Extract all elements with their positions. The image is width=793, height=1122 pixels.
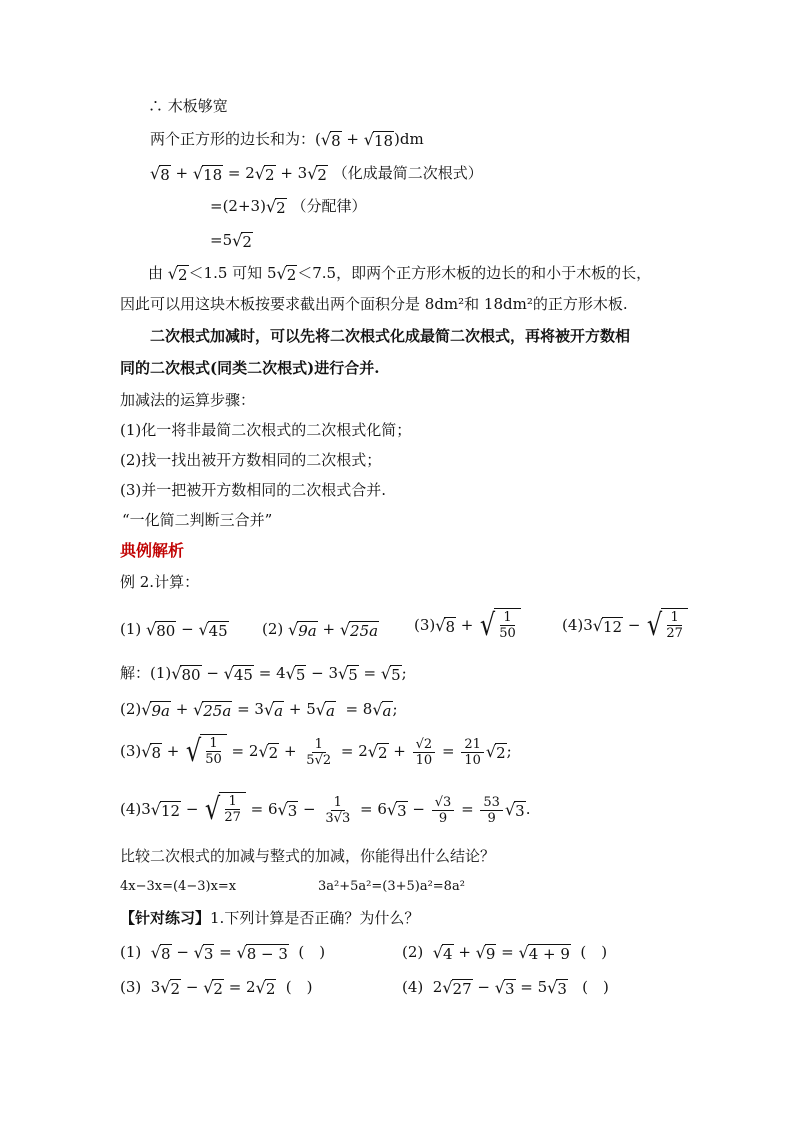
step-1: (1)化一将非最简二次根式的二次根式化简； <box>120 421 412 439</box>
practice-2: (2) √ 4 + √ 9 = √ 4 + 9 ( ) <box>402 941 612 963</box>
step-3: (3)并一把被开方数相同的二次根式合并. <box>120 481 387 499</box>
question-1: (1) √ 80 − √ 45 <box>120 619 228 640</box>
practice-1: (1) √ 8 − √ 3 = √ 8 − 3 ( ) <box>120 941 330 963</box>
answer-blank-2[interactable]: ( ) <box>580 943 608 961</box>
compare-line-1: 由 √ 2 ＜1.5 可知 5 √ 2 ＜7.5，即两个正方形木板的边长的和小于木板的长， <box>148 263 652 284</box>
compare-line-2: 因此可以用这块木板按要求截出两个面积分是 8dm²和 18dm²的正方形木板. <box>120 295 628 313</box>
equation-line-2: =(2+3) √ 2 （分配律） <box>210 196 367 217</box>
question-4: (4)3 √ 12 − √ $\frac{1}{27}$ <box>562 608 688 644</box>
note-simplest: （化成最简二次根式） <box>332 164 483 182</box>
rule-line-1: 二次根式加减时，可以先将二次根式化成最简二次根式，再将被开方数相 <box>150 327 631 345</box>
solution-1: 解：(1) √ 80 − √ 45 = 4 √ 5 − 3 √ 5 = √ 5 ; <box>120 663 407 684</box>
step-2: (2)找一找出被开方数相同的二次根式； <box>120 451 382 469</box>
therefore-board-wide: ∴ 木板够宽 <box>148 97 228 115</box>
solution-2: (2) √ 9a + √ 25a = 3 √ a + 5 √ a = 8 √ a ; <box>120 699 398 720</box>
compare-question: 比较二次根式的加减与整式的加减，你能得出什么结论？ <box>120 847 496 865</box>
question-2: (2) √ 9a + √ 25a <box>262 619 379 640</box>
answer-blank-1[interactable]: ( ) <box>298 943 326 961</box>
practice-heading <box>120 907 419 929</box>
practice-3: (3) 3 √ 2 − √ 2 = 2 √ 2 ( ) <box>120 976 317 998</box>
practice-4: (4) 2 √ 27 − √ 3 = 5 √ 3 ( ) <box>402 976 613 998</box>
note-distributive: （分配律） <box>291 197 367 215</box>
steps-title: 加减法的运算步骤： <box>120 391 256 409</box>
practice-title: 【针对练习】 <box>120 909 211 927</box>
polynomial-1: 4x−3x=(4−3)x=x <box>120 879 237 894</box>
section-title: 典例解析 <box>120 541 185 560</box>
side-sum-line: 两个正方形的边长和为：( √ 8 + √ 18 )dm <box>150 129 424 150</box>
answer-blank-3[interactable]: ( ) <box>285 978 313 996</box>
equation-line-3: =5 √ 2 <box>210 230 252 251</box>
motto: “一化简二判断三合并” <box>122 511 273 529</box>
example-title: 例 2.计算： <box>120 573 200 591</box>
solution-4: (4)3 √ 12 − √ $\frac{1}{27}$ = 6 √ 3 − $\frac{1}{3√3}$ = 6 √ 3 − $\frac{√3}{9}$ = $\frac{53}{9}$ √ 3 . <box>120 792 531 827</box>
polynomial-2: 3a²+5a²=(3+5)a²=8a² <box>318 879 465 894</box>
side-sum-label: 两个正方形的边长和为： <box>150 130 316 148</box>
equation-line-1: √ 8 + √ 18 = 2 √ 2 + 3 √ 2 （化成最简二次根式） <box>150 163 483 184</box>
practice-question: 1.下列计算是否正确？为什么？ <box>210 909 420 927</box>
unit-dm: dm <box>399 130 424 148</box>
solution-3: (3) √ 8 + √ $\frac{1}{50}$ = 2 √ 2 + $\frac{1}{5√2}$ = 2 √ 2 + $\frac{√2}{10}$ = $\frac{21}{10}$ √ 2 ; <box>120 734 512 769</box>
rule-line-2: 同的二次根式(同类二次根式)进行合并. <box>120 359 380 377</box>
answer-blank-4[interactable]: ( ) <box>582 978 609 996</box>
question-3: (3) √ 8 + √ $\frac{1}{50}$ <box>414 608 521 644</box>
